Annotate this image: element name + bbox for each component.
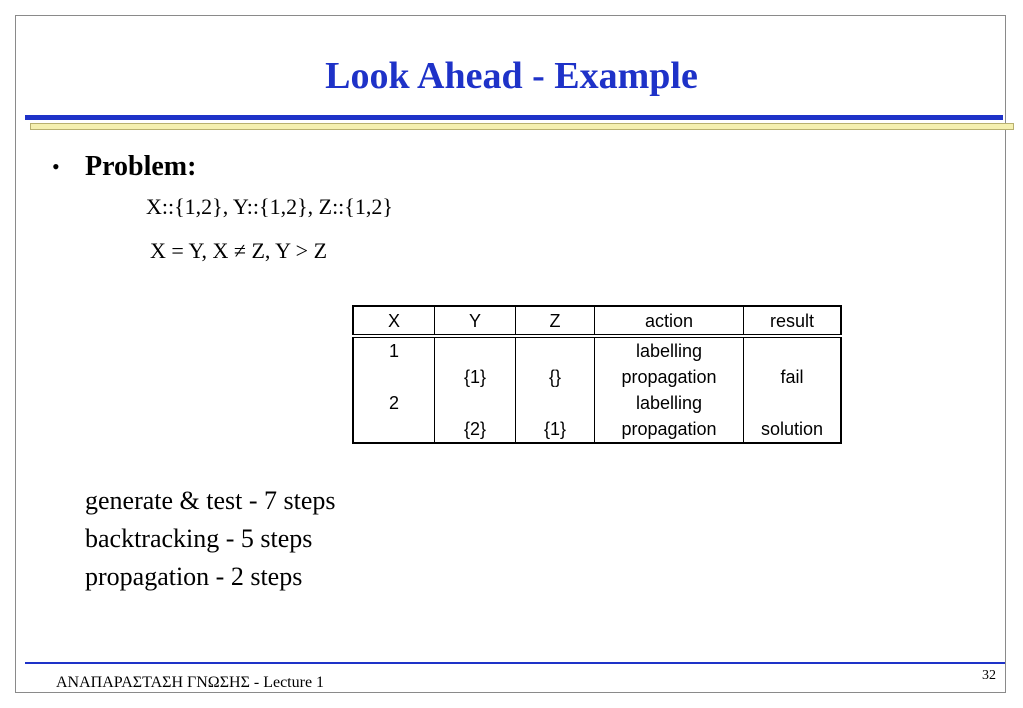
cell-x bbox=[353, 364, 435, 390]
header-x: X bbox=[353, 306, 435, 336]
cell-action: propagation bbox=[595, 364, 744, 390]
variable-domains: X::{1,2}, Y::{1,2}, Z::{1,2} bbox=[146, 194, 393, 219]
table-header-row bbox=[353, 306, 841, 336]
cell-x bbox=[353, 416, 435, 443]
cell-result: fail bbox=[744, 364, 842, 390]
summary-line: generate & test - 7 steps bbox=[85, 486, 336, 515]
cell-y: {2} bbox=[435, 416, 516, 443]
cell-result bbox=[744, 390, 842, 416]
table-row bbox=[353, 364, 841, 390]
header-result: result bbox=[744, 306, 842, 336]
summary-line: backtracking - 5 steps bbox=[85, 524, 313, 553]
cell-y bbox=[435, 390, 516, 416]
page-number: 32 bbox=[982, 668, 996, 683]
table-row bbox=[353, 390, 841, 416]
header-z: Z bbox=[516, 306, 595, 336]
lookahead-table bbox=[352, 305, 842, 444]
cell-x: 1 bbox=[353, 336, 435, 364]
footer-divider bbox=[25, 662, 1005, 664]
summary-line: propagation - 2 steps bbox=[85, 562, 303, 591]
cell-action: labelling bbox=[595, 390, 744, 416]
bullet-icon: • bbox=[52, 154, 60, 179]
constraints: X = Y, X ≠ Z, Y > Z bbox=[150, 238, 328, 263]
header-y: Y bbox=[435, 306, 516, 336]
slide-title: Look Ahead - Example bbox=[325, 55, 698, 97]
footer-course-title: ΑΝΑΠΑΡΑΣΤΑΣΗ ΓΝΩΣΗΣ - Lecture 1 bbox=[56, 674, 325, 691]
cell-action: propagation bbox=[595, 416, 744, 443]
cell-z: {1} bbox=[516, 416, 595, 443]
header-action: action bbox=[595, 306, 744, 336]
cell-result bbox=[744, 336, 842, 364]
table-row bbox=[353, 336, 841, 364]
cell-x: 2 bbox=[353, 390, 435, 416]
cell-action: labelling bbox=[595, 336, 744, 364]
cell-z bbox=[516, 390, 595, 416]
cell-y: {1} bbox=[435, 364, 516, 390]
table-row bbox=[353, 416, 841, 443]
cell-z: {} bbox=[516, 364, 595, 390]
title-underline-yellow bbox=[30, 123, 1014, 130]
cell-y bbox=[435, 336, 516, 364]
step-summary bbox=[85, 482, 336, 596]
title-underline-blue bbox=[25, 115, 1003, 120]
cell-z bbox=[516, 336, 595, 364]
cell-result: solution bbox=[744, 416, 842, 443]
problem-heading: Problem: bbox=[85, 151, 197, 182]
